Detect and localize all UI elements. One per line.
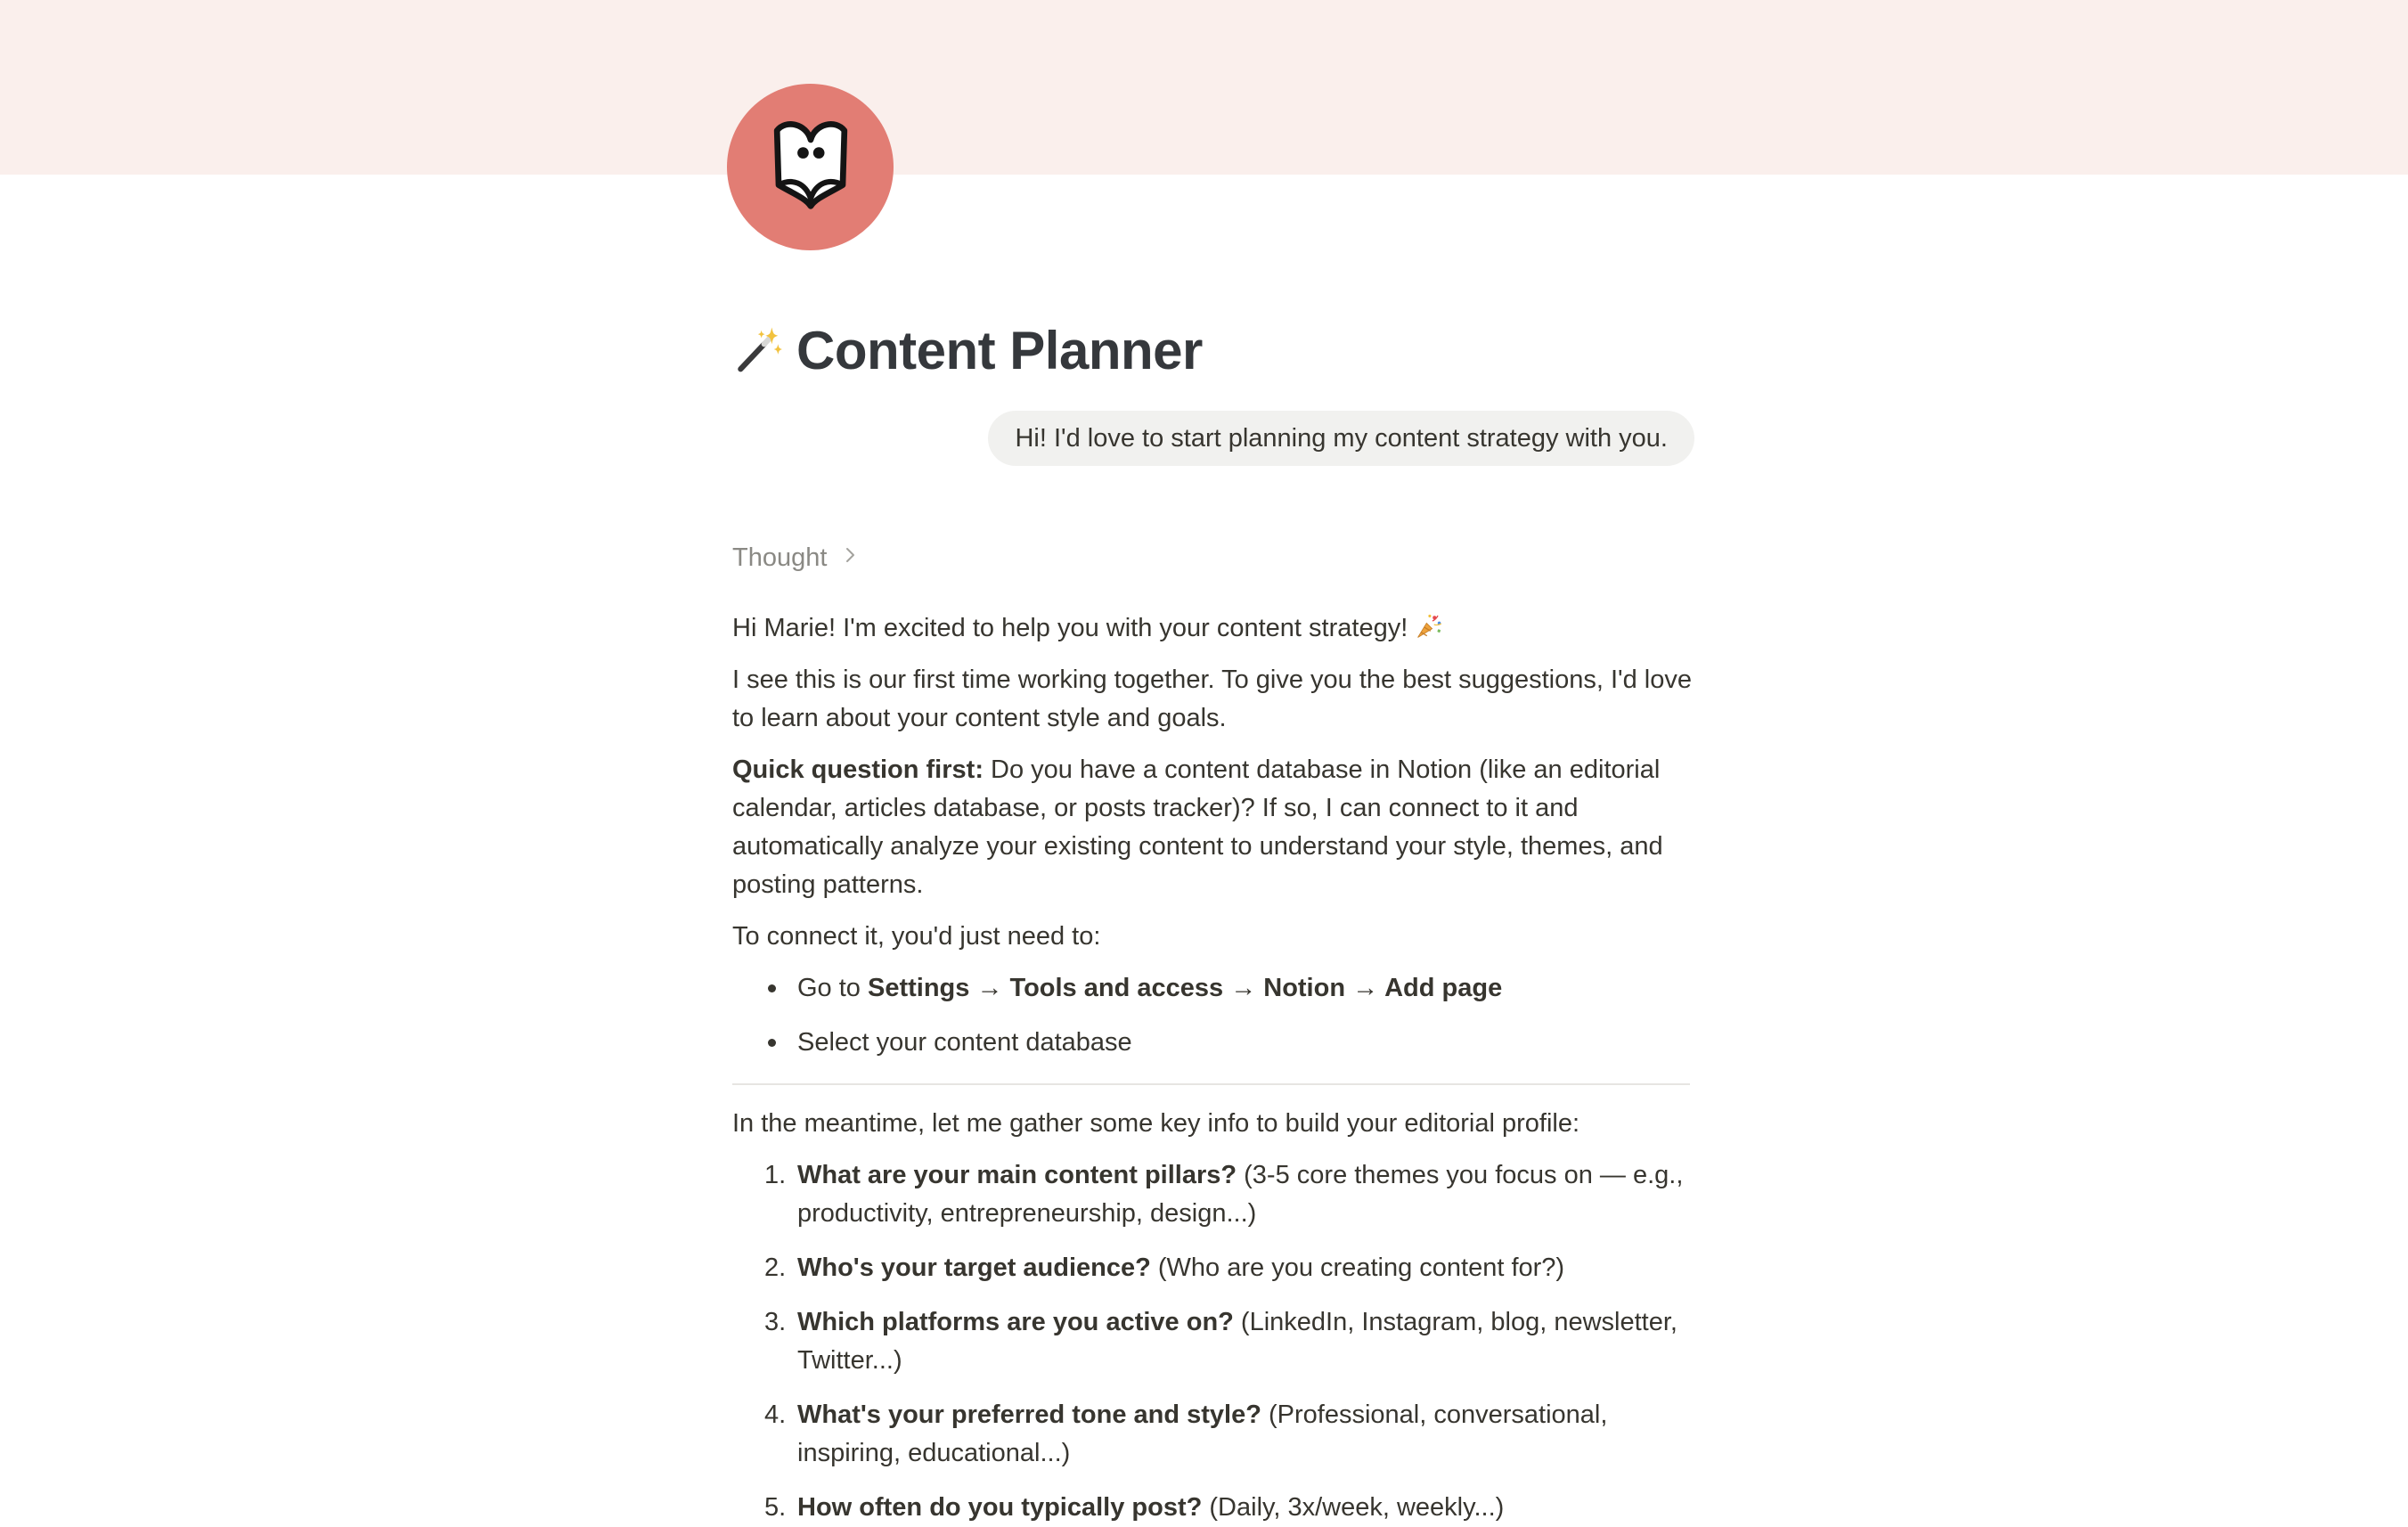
question-bold: Who's your target audience? — [797, 1253, 1151, 1282]
page-cover-banner — [0, 0, 2408, 175]
question-hint: (3-5 core themes you focus on — e.g., productivity, entrepreneurship, design...) — [797, 1161, 1684, 1228]
list-item — [732, 1303, 1694, 1380]
question-bold: What are your main content pillars? — [797, 1161, 1237, 1189]
list-number: 3. — [764, 1308, 787, 1336]
question-bold: How often do you typically post? — [797, 1493, 1203, 1522]
question-bold: What's your preferred tone and style? — [797, 1400, 1261, 1429]
list-item — [732, 1489, 1694, 1527]
party-popper-icon — [1415, 612, 1443, 641]
question-body-text: Do you have a content database in Notion (like an editorial calendar, articles database, or posts tracker)? If so, I can connect to it and automatically analyze your existing content to understand your style, themes, and posting patterns. — [732, 755, 1663, 899]
open-book-icon — [756, 110, 865, 224]
user-message-text: Hi! I'd love to start planning my content strategy with you. — [1015, 424, 1668, 453]
thought-toggle[interactable] — [732, 539, 861, 577]
page-title[interactable] — [732, 317, 1694, 384]
list-number: 2. — [764, 1253, 787, 1282]
list-number: 4. — [764, 1400, 787, 1429]
user-message-bubble — [988, 411, 1694, 466]
list-number: 5. — [764, 1493, 787, 1522]
assistant-question-paragraph — [732, 751, 1694, 904]
user-message-row — [732, 411, 1694, 466]
step-prefix: Go to — [797, 974, 868, 1002]
assistant-greeting — [732, 609, 1694, 648]
list-item — [732, 1249, 1694, 1287]
meantime-intro: In the meantime, let me gather some key info to build your editorial profile: — [732, 1109, 1580, 1138]
question-bold-lead: Quick question first: — [732, 755, 984, 784]
list-item — [732, 1156, 1694, 1233]
question-hint: (Daily, 3x/week, weekly...) — [1202, 1493, 1505, 1522]
question-hint: (Professional, conversational, inspiring, educational...) — [797, 1400, 1608, 1467]
question-hint: (Who are you creating content for?) — [1150, 1253, 1565, 1282]
question-bold: Which platforms are you active on? — [797, 1308, 1234, 1336]
page-title-text: Content Planner — [796, 321, 1203, 380]
magic-wand-icon — [732, 324, 782, 374]
step-prefix: Select your content database — [797, 1028, 1132, 1057]
connect-intro: To connect it, you'd just need to: — [732, 922, 1101, 951]
divider — [732, 1083, 1690, 1085]
thought-label: Thought — [732, 543, 828, 572]
page-icon-avatar[interactable] — [727, 84, 894, 250]
list-number: 1. — [764, 1161, 787, 1189]
step-bold-path: Settings → Tools and access → Notion → Add page — [868, 974, 1503, 1002]
connect-steps-list — [732, 969, 1694, 1062]
chevron-right-icon — [839, 539, 861, 577]
list-item — [732, 1024, 1694, 1062]
assistant-intro: I see this is our first time working together. To give you the best suggestions, I'd love to learn about your content style and goals. — [732, 666, 1692, 732]
bullet-marker — [732, 969, 797, 1008]
assistant-greeting-text: Hi Marie! I'm excited to help you with your content strategy! — [732, 614, 1408, 642]
profile-questions-list — [732, 1156, 1694, 1527]
question-hint: (LinkedIn, Instagram, blog, newsletter, Twitter...) — [797, 1308, 1677, 1375]
list-item — [732, 1396, 1694, 1473]
list-item — [732, 969, 1694, 1008]
bullet-marker — [732, 1024, 797, 1062]
